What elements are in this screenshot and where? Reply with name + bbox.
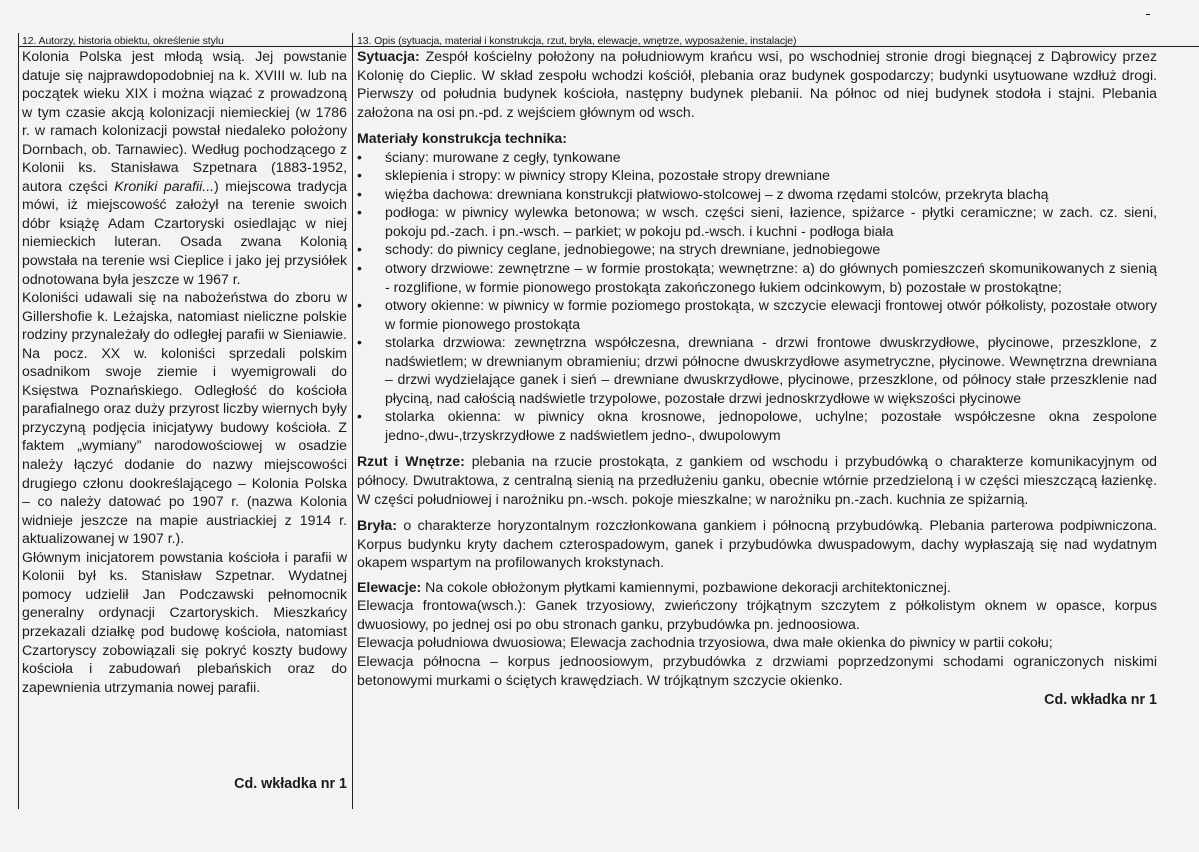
sytuacja-text: Zespół kościelny położony na południowym krańcu wsi, po wschodniej stronie drogi biegnącej z Dąbrowicy przez Kolonię do Cieplic. W skład zespołu wchodzi kościół, plebania oraz budynek gospodarczy; budynki usytuowane wzdłuż drogi. Pierwszy od południa budynek kościoła, następny budynek plebanii. Na północ od niej budynek stodoła i stajni. Plebania założona na osi pn.-pd. z wejściem głównym od wsch. — [357, 48, 1157, 120]
elewacja-line: Elewacja północna – korpus jednoosiowym, przybudówka z drzwiami poprzedzonymi schodami ograniczonych niskimi betonowymi murkami o ściętych krawędziach. W trójkątnym szczycie okienko. — [357, 652, 1157, 688]
materialy-title: Materiały konstrukcja technika: — [357, 130, 567, 147]
rzut-text: plebania na rzucie prostokąta, z gankiem od wschodu i przybudówką o charakterze komunikacyjnym od północy. Dwutraktowa, z centralną sienią na przedłużeniu ganku, obecnie wtórnie przedzieloną i w części mieszczącą łazienkę. W części południowej i narożniku pn.-wsch. pokoje mieszkalne; w narożniku pn.-zach. kuchnia ze spiżarnią. — [357, 453, 1157, 507]
materialy-list — [357, 148, 1157, 445]
sytuacja-paragraph — [357, 47, 1157, 121]
elewacje-title: Elewacje: — [357, 578, 422, 595]
section-13-header: 13. Opis (sytuacja, materiał i konstrukcja, rzut, bryła, elewacje, wnętrze, wyposażenie, instalacje) — [357, 35, 797, 47]
chronicle-title: Kroniki parafii... — [114, 177, 215, 194]
elewacja-line: Elewacja frontowa(wsch.): Ganek trzyosiowy, zwieńczony trójkątnym szczytem z półkolistym oknem w opasce, korpus dwuosiowy, po jednej osi po obu stronach ganku, przybudówka pn. jednoosiowa. — [357, 597, 1157, 632]
elewacja-line: Elewacja południowa dwuosiowa; Elewacja zachodnia trzyosiowa, dwa małe okienka do piwnicy w partii cokołu; — [357, 634, 1053, 651]
history-paragraph-3: Głównym inicjatorem powstania kościoła i parafii w Kolonii był ks. Stanisław Szpetnar. Wydatnej pomocy udzielił Jan Podczawski pełnomocnik generalny ordynacji Czartoryskich. Mieszkańcy przekazali działkę pod budowę kościoła, natomiast Czartoryscy zobowiązali się pokryć koszty budowy kościoła i zabudowań plebańskich oraz do zapewnienia utrzymania nowej parafii. — [22, 548, 347, 695]
description-column — [357, 47, 1157, 710]
continuation-note-left: Cd. wkładka nr 1 — [234, 776, 347, 792]
rzut-paragraph — [357, 452, 1157, 508]
sytuacja-title: Sytuacja: — [357, 48, 420, 64]
rzut-title: Rzut i Wnętrze: — [357, 453, 465, 470]
bryla-text: o charakterze horyzontalnym rozczłonkowana gankiem i północną przybudówką. Plebania parterowa podpiwniczona. Korpus budynku kryty dachem czterospadowym, ganek i przybudówka dwuspadowym, dachy wypłaszają się nad wydatnym okapem wspartym na profilowanych krokstynach. — [357, 517, 1157, 571]
column-divider — [352, 33, 353, 809]
list-item: • schody: do piwnicy ceglane, jednobiegowe; na strych drewniane, jednobiegowe — [357, 240, 1157, 259]
section-12-header: 12. Autorzy, historia obiektu, określenie stylu — [22, 35, 224, 47]
scan-speck — [1146, 14, 1150, 15]
list-item: • sklepienia i stropy: w piwnicy stropy Kleina, pozostałe stropy drewniane — [357, 166, 1157, 185]
list-item: • ściany: murowane z cegły, tynkowane — [357, 148, 1157, 167]
history-column — [22, 47, 347, 696]
list-item: • więźba dachowa: drewniana konstrukcji płatwiowo-stolcowej – z dwoma rzędami stolców, przekryta blachą — [357, 185, 1157, 204]
list-item: • otwory okienne: w piwnicy w formie poziomego prostokąta, w szczycie elewacji frontowej otwór półkolisty, pozostałe otwory w formie pionowego prostokąta — [357, 296, 1157, 333]
list-item: • otwory drzwiowe: zewnętrzne – w formie prostokąta; wewnętrzne: a) do głównych pomieszczeń skomunikowanych z sienią - rozglifione, w formie pionowego prostokąta zakończonego łukiem odcinkowym, b) pozostałe w prostokątne; — [357, 259, 1157, 296]
left-border — [18, 33, 19, 809]
list-item: • podłoga: w piwnicy wylewka betonowa; w wsch. części sieni, łazience, spiżarce - płytki ceramiczne; w zach. cz. sieni, pokoju pd.-zach. i pn.-wsch. – parkiet; w pokoju pd.-wsch. i kuchni - podłoga biała — [357, 203, 1157, 240]
list-item: • stolarka drzwiowa: zewnętrzna współczesna, drewniana - drzwi frontowe dwuskrzydłowe, płycinowe, przeszklone, z nadświetlem; w drewnianym obramieniu; drzwi północne dwuskrzydłowe asymetryczne, płycinowe. Wewnętrzna drewniana – drzwi wydzielające ganek i sień – drewniane dwuskrzydłowe, płycinowe, przeszklone, od północy stałe przeszklenie nad płyciną, nad całością nadświetle trzypolowe, pozostałe drzwi jednoskrzydłowe w większości płycinowe — [357, 333, 1157, 407]
continuation-note-right: Cd. wkładka nr 1 — [1044, 692, 1157, 709]
bryla-title: Bryła: — [357, 517, 397, 534]
list-item: • stolarka okienna: w piwnicy okna krosnowe, jednopolowe, uchylne; pozostałe współczesne okna zespolone jedno-,dwu-,trzyskrzydłowe z nadświetlem jedno-, dwupolowym — [357, 407, 1157, 444]
elewacje-intro-text: Na cokole obłożonym płytkami kamiennymi, pozbawione dekoracji architektonicznej. — [421, 578, 951, 595]
bryla-paragraph — [357, 516, 1157, 572]
history-paragraph-1: Kolonia Polska jest młodą wsią. Jej powstanie datuje się najprawdopodobniej na k. XVIII w. lub na początek wieku XIX i można wiązać z prowadzoną w tym czasie akcją kolonizacji niemieckiej (w 1786 r. w ramach kolonizacji powstał niedaleko położony Dornbach, ob. Tarnawiec). Według pochodzącego z Kolonii ks. Stanisława Szpetnara (1883-1952, autora części Kroniki parafii...) miejscowa tradycja mówi, iż miejscowość założył na terenie swoich dóbr książę Adam Czartoryski osiedlając w niej niemieckich luteran. Osada zwana Kolonią powstała na terenie wsi Cieplice i jako jej przysiółek odnotowana była jeszcze w 1967 r. — [22, 48, 347, 287]
history-paragraph-2: Koloniści udawali się na nabożeństwa do zboru w Gillershofie k. Leżajska, natomiast nieliczne polskie rodziny przynależały do odległej parafii w Sieniawie. Na pocz. XX w. koloniści sprzedali polskim osadnikom swoje ziemie i wyemigrowali do Księstwa Poznańskiego. Odległość do kościoła parafialnego oraz duży przyrost liczby wiernych były przyczyną podjęcia inicjatywy budowy kościoła. Z faktem „wymiany” narodowościowej w osadzie należy łączyć dodanie do nazwy miejscowości drugiego członu dookreślającego – Kolonia Polska – co należy datować po 1907 r. (nazwa Kolonia widnieje jeszcze na mapie austriackiej z 1914 r. aktualizowanej w 1907 r.). — [22, 289, 347, 547]
elewacje-intro — [357, 578, 1157, 597]
